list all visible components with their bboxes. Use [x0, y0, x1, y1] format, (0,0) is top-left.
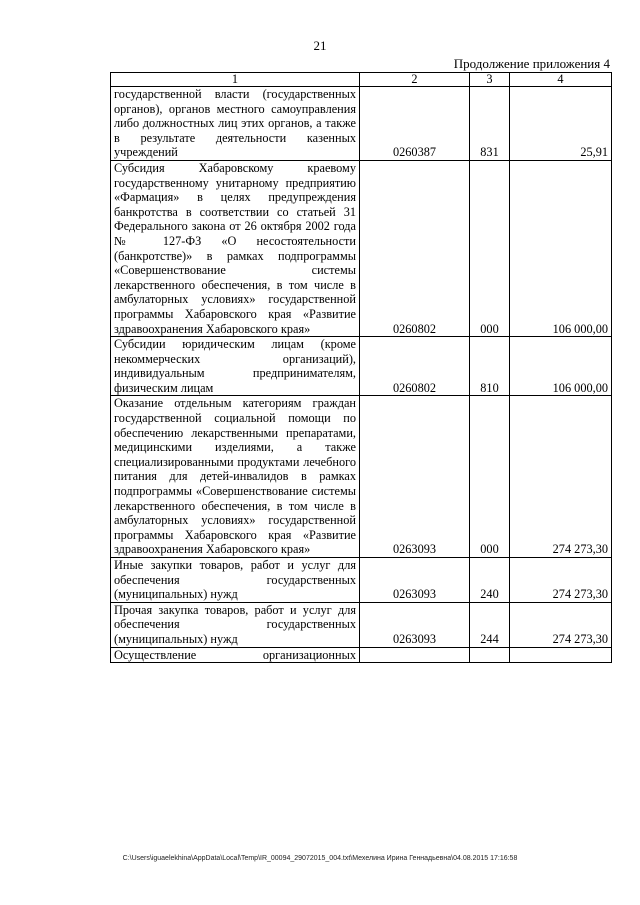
table-row: [111, 602, 612, 647]
row-amount: 106 000,00: [510, 337, 612, 396]
row-type: 831: [470, 87, 510, 161]
footer-file-path: C:\Users\iguaelekhina\AppData\Local\Temp\IR_00094_29072015_004.txt\Мехелина Ирина Геннадьевна\04.08.2015 17:16:58: [122, 855, 518, 862]
row-type: [470, 647, 510, 663]
row-name: Оказание отдельным категориям граждан государственной социальной помощи по обеспечению лекарственными препаратами, медицинскими изделиями, а также специализированными продуктами лечебного питания для детей-инвалидов в рамках подпрограммы «Совершенствование системы лекарственного обеспечения, в том числе в амбулаторных условиях» государственной программы Хабаровского края «Развитие здравоохранения Хабаровского края»: [111, 396, 360, 558]
row-name: Субсидия Хабаровскому краевому государственному унитарному предприятию «Фармация» в целях предупреждения банкротства в соответствии со статьей 31 Федерального закона от 26 октября 2002 года № 127-ФЗ «О несостоятельности (банкротстве)» в рамках подпрограммы «Совершенствование системы лекарственного обеспечения, в том числе в амбулаторных условиях» государственной программы Хабаровского края «Развитие здравоохранения Хабаровского края»: [111, 160, 360, 336]
table-row: [111, 160, 612, 336]
budget-table: [110, 72, 612, 663]
row-name: государственной власти (государственных органов), органов местного самоуправления либо должностных лиц этих органов, а также в результате деятельности казенных учреждений: [111, 87, 360, 161]
table-row: [111, 87, 612, 161]
row-code: 0260802: [360, 337, 470, 396]
row-type: 240: [470, 558, 510, 603]
row-code: 0263093: [360, 602, 470, 647]
row-type: 810: [470, 337, 510, 396]
row-code: [360, 647, 470, 663]
row-amount: 274 273,30: [510, 558, 612, 603]
row-amount: 25,91: [510, 87, 612, 161]
row-amount: 274 273,30: [510, 602, 612, 647]
row-name: Прочая закупка товаров, работ и услуг для обеспечения государственных (муниципальных) нужд: [111, 602, 360, 647]
row-code: 0263093: [360, 396, 470, 558]
row-code: 0260802: [360, 160, 470, 336]
column-header-amount: 4: [510, 73, 612, 87]
table-row: [111, 558, 612, 603]
table-header-row: [111, 73, 612, 87]
row-type: 244: [470, 602, 510, 647]
row-name: Субсидии юридическим лицам (кроме некоммерческих организаций), индивидуальным предпринимателям, физическим лицам: [111, 337, 360, 396]
row-code: 0260387: [360, 87, 470, 161]
table-row: [111, 647, 612, 663]
row-name: Иные закупки товаров, работ и услуг для обеспечения государственных (муниципальных) нужд: [111, 558, 360, 603]
row-type: 000: [470, 396, 510, 558]
continuation-label: Продолжение приложения 4: [453, 56, 610, 71]
column-header-name: 1: [111, 73, 360, 87]
row-amount: 274 273,30: [510, 396, 612, 558]
row-name: Осуществление организационных: [111, 647, 360, 663]
row-type: 000: [470, 160, 510, 336]
column-header-type: 3: [470, 73, 510, 87]
table-row: [111, 396, 612, 558]
column-header-code: 2: [360, 73, 470, 87]
row-amount: [510, 647, 612, 663]
row-amount: 106 000,00: [510, 160, 612, 336]
row-code: 0263093: [360, 558, 470, 603]
page-number: 21: [313, 38, 327, 53]
table-row: [111, 337, 612, 396]
